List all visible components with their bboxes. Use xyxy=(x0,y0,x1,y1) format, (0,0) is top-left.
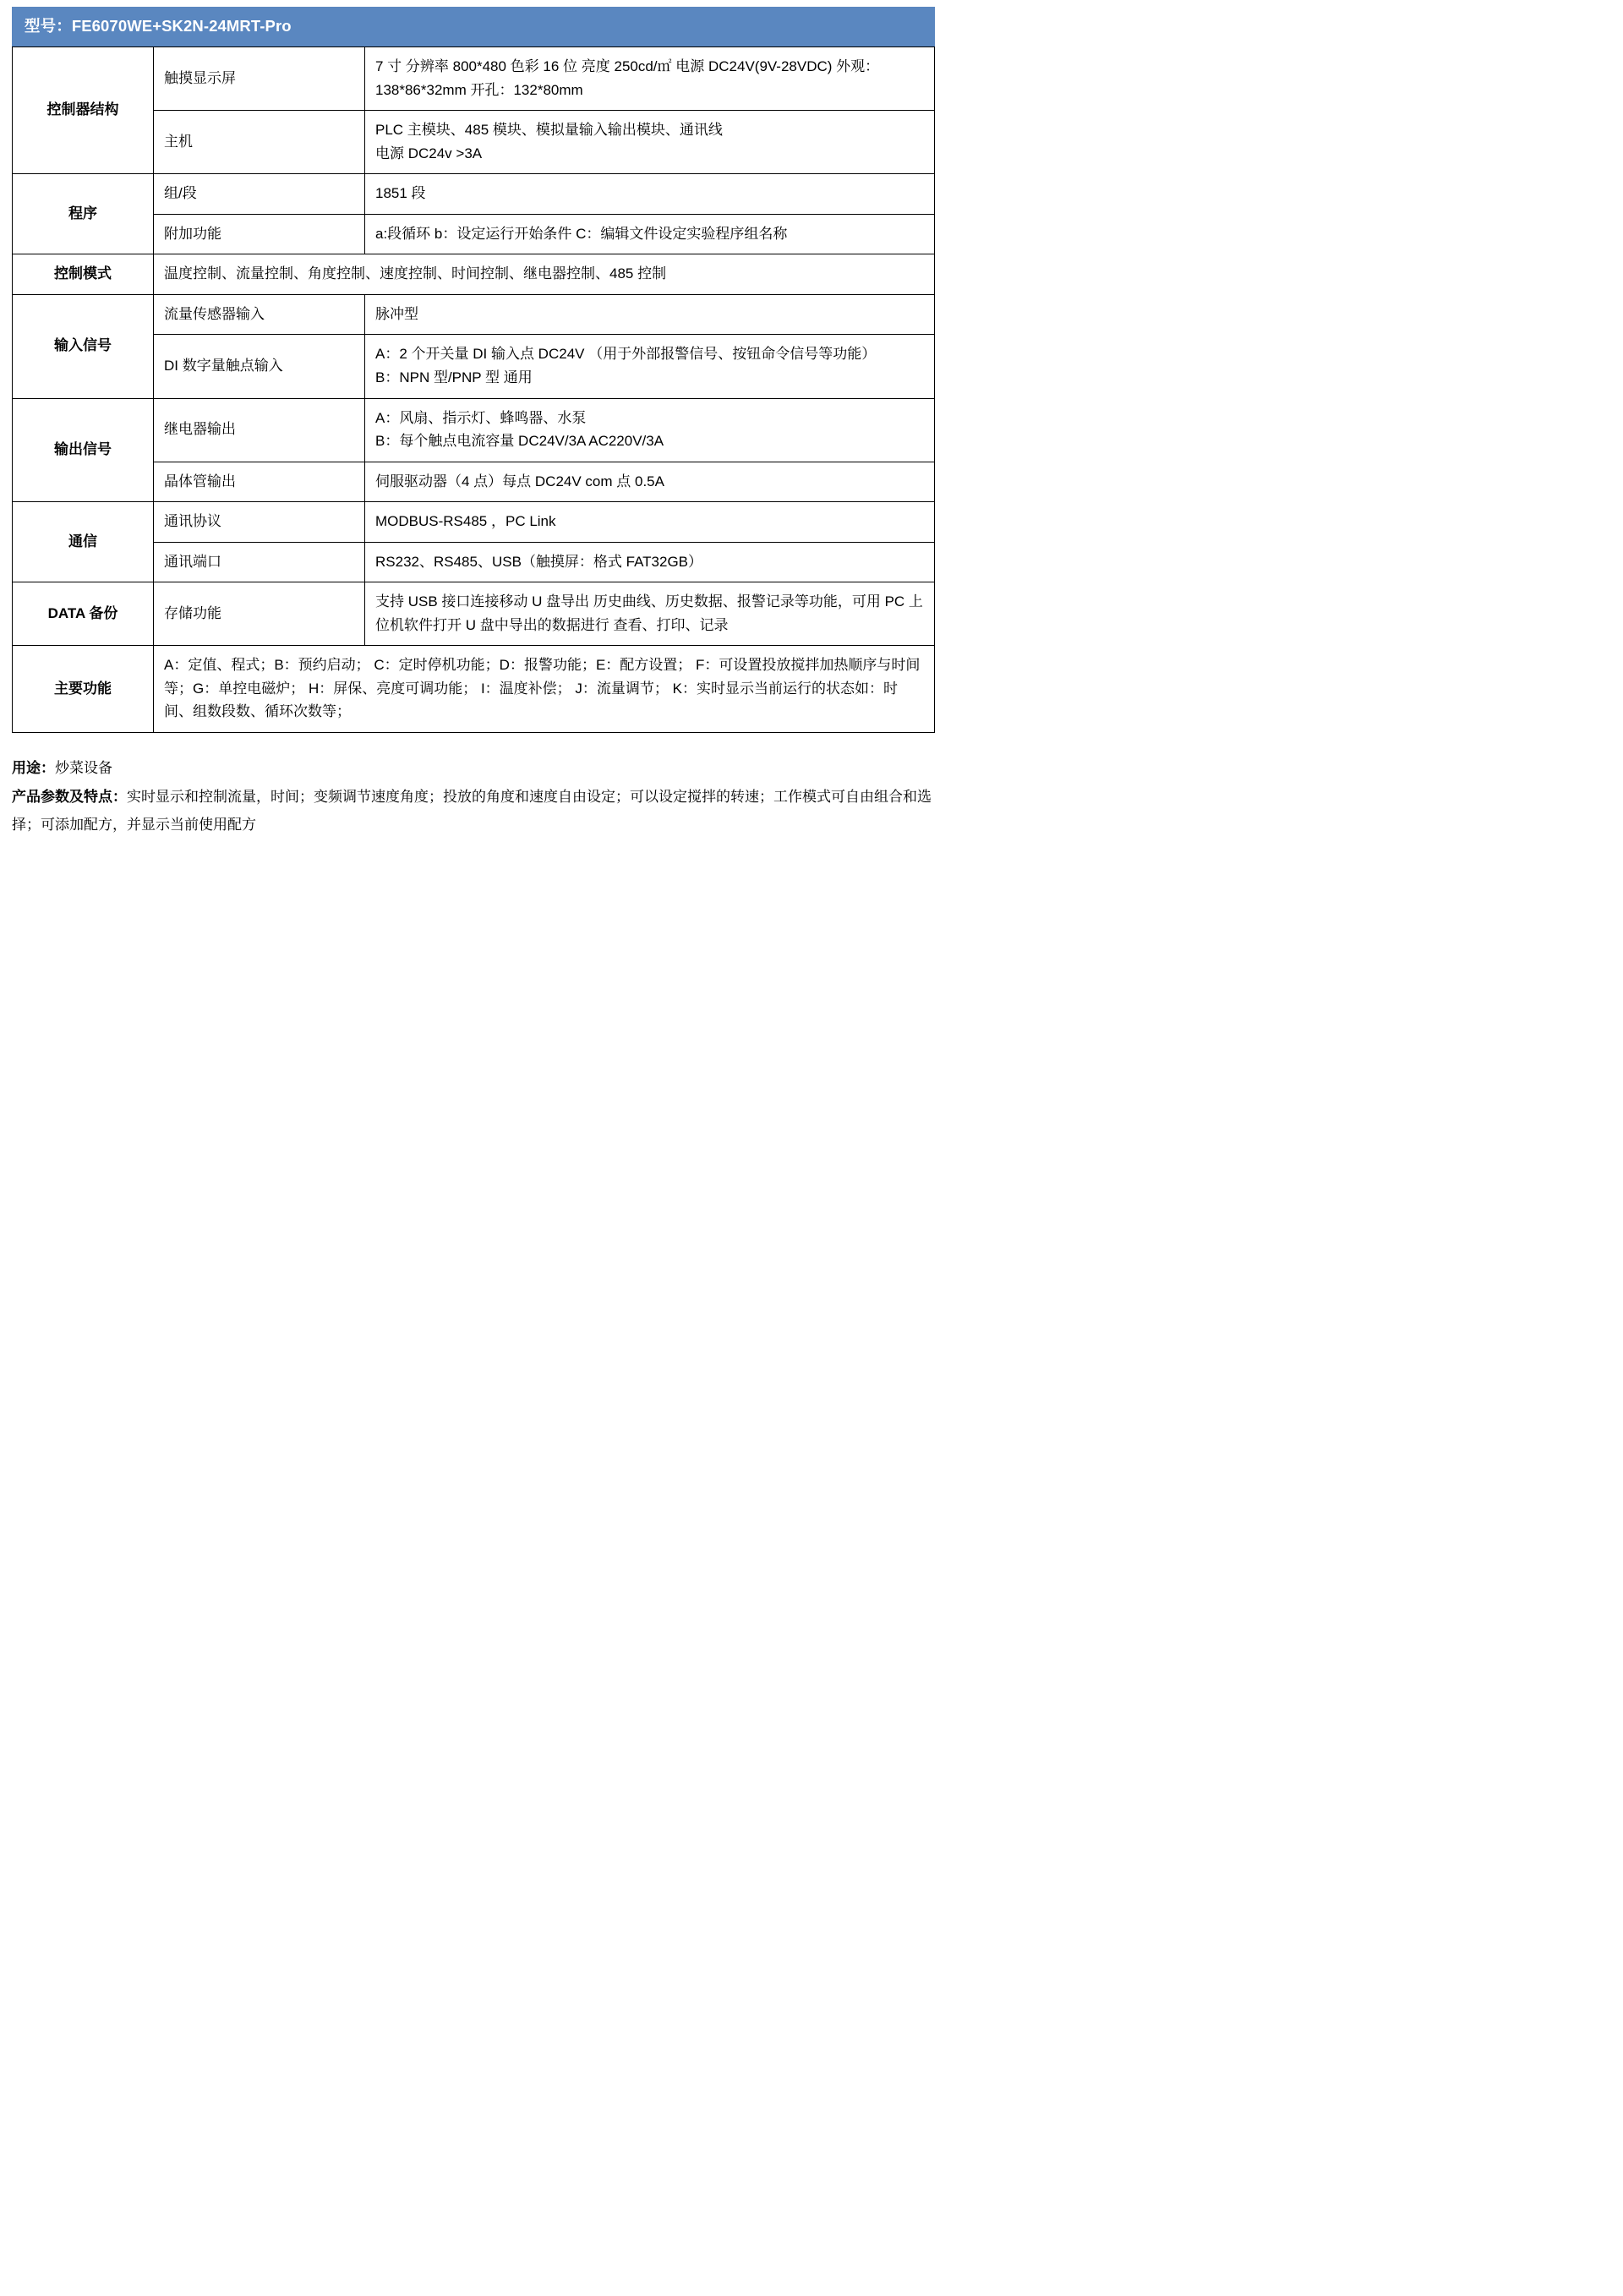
table-row xyxy=(13,582,935,646)
value-cell: 伺服驱动器（4 点）每点 DC24V com 点 0.5A xyxy=(365,462,935,502)
table-row xyxy=(13,502,935,543)
subitem-cell: 触摸显示屏 xyxy=(154,47,365,111)
value-cell: 温度控制、流量控制、角度控制、速度控制、时间控制、继电器控制、485 控制 xyxy=(154,254,935,295)
value-cell: RS232、RS485、USB（触摸屏：格式 FAT32GB） xyxy=(365,542,935,582)
category-cell: 控制模式 xyxy=(13,254,154,295)
value-cell xyxy=(365,398,935,462)
subitem-cell: 流量传感器输入 xyxy=(154,294,365,335)
subitem-cell: 继电器输出 xyxy=(154,398,365,462)
model-value: FE6070WE+SK2N-24MRT-Pro xyxy=(71,17,292,35)
subitem-cell: 晶体管输出 xyxy=(154,462,365,502)
category-cell: 主要功能 xyxy=(13,646,154,733)
subitem-cell: 存储功能 xyxy=(154,582,365,646)
table-row xyxy=(13,254,935,295)
value-cell: a:段循环 b：设定运行开始条件 C：编辑文件设定实验程序组名称 xyxy=(365,214,935,254)
value-line: A：2 个开关量 DI 输入点 DC24V （用于外部报警信号、按钮命令信号等功能） xyxy=(375,346,877,363)
specification-table xyxy=(12,46,935,733)
value-line: B：每个触点电流容量 DC24V/3A AC220V/3A xyxy=(375,433,664,450)
table-row xyxy=(13,174,935,215)
subitem-cell: 通讯协议 xyxy=(154,502,365,543)
table-row xyxy=(13,294,935,335)
model-label: 型号： xyxy=(25,17,72,35)
features-label: 产品参数及特点： xyxy=(12,789,127,806)
value-cell: 1851 段 xyxy=(365,174,935,215)
subitem-cell: 通讯端口 xyxy=(154,542,365,582)
value-cell xyxy=(365,111,935,174)
spec-sheet-page xyxy=(0,0,947,1339)
usage-note xyxy=(12,755,935,783)
value-line: B：NPN 型/PNP 型 通用 xyxy=(375,369,533,385)
subitem-cell: 附加功能 xyxy=(154,214,365,254)
value-cell: 支持 USB 接口连接移动 U 盘导出 历史曲线、历史数据、报警记录等功能，可用 PC 上位机软件打开 U 盘中导出的数据进行 查看、打印、记录 xyxy=(365,582,935,646)
category-cell: 通信 xyxy=(13,502,154,582)
features-value: 实时显示和控制流量，时间；变频调节速度角度；投放的角度和速度自由设定；可以设定搅拌的转速；工作模式可自由组合和选择；可添加配方，并显示当前使用配方 xyxy=(12,789,932,834)
category-cell: 输出信号 xyxy=(13,398,154,502)
model-header xyxy=(12,7,935,46)
subitem-cell: 主机 xyxy=(154,111,365,174)
value-cell: 脉冲型 xyxy=(365,294,935,335)
category-cell: 输入信号 xyxy=(13,294,154,398)
value-line: A：风扇、指示灯、蜂鸣器、水泵 xyxy=(375,409,587,426)
subitem-cell: 组/段 xyxy=(154,174,365,215)
features-note xyxy=(12,784,935,839)
usage-label: 用途： xyxy=(12,759,55,776)
usage-value: 炒菜设备 xyxy=(55,759,112,776)
table-row xyxy=(13,47,935,111)
value-cell: A：定值、程式；B：预约启动； C：定时停机功能；D：报警功能；E：配方设置； F：可设置投放搅拌加热顺序与时间等；G：单控电磁炉； H：屏保、亮度可调功能； I：温度补偿； J：流量调节； K：实时显示当前运行的状态如：时间、组数段数、循环次数等； xyxy=(154,646,935,733)
table-row xyxy=(13,646,935,733)
subitem-cell: DI 数字量触点输入 xyxy=(154,335,365,398)
table-row xyxy=(13,398,935,462)
value-line: 电源 DC24v >3A xyxy=(375,145,483,161)
value-cell: 7 寸 分辨率 800*480 色彩 16 位 亮度 250cd/㎡ 电源 DC24V(9V-28VDC) 外观：138*86*32mm 开孔：132*80mm xyxy=(365,47,935,111)
value-line: PLC 主模块、485 模块、模拟量输入输出模块、通讯线 xyxy=(375,122,723,139)
category-cell: DATA 备份 xyxy=(13,582,154,646)
value-cell: MODBUS-RS485 ，PC Link xyxy=(365,502,935,543)
footer-notes xyxy=(12,755,935,839)
category-cell: 控制器结构 xyxy=(13,47,154,174)
category-cell: 程序 xyxy=(13,174,154,254)
value-cell xyxy=(365,335,935,398)
